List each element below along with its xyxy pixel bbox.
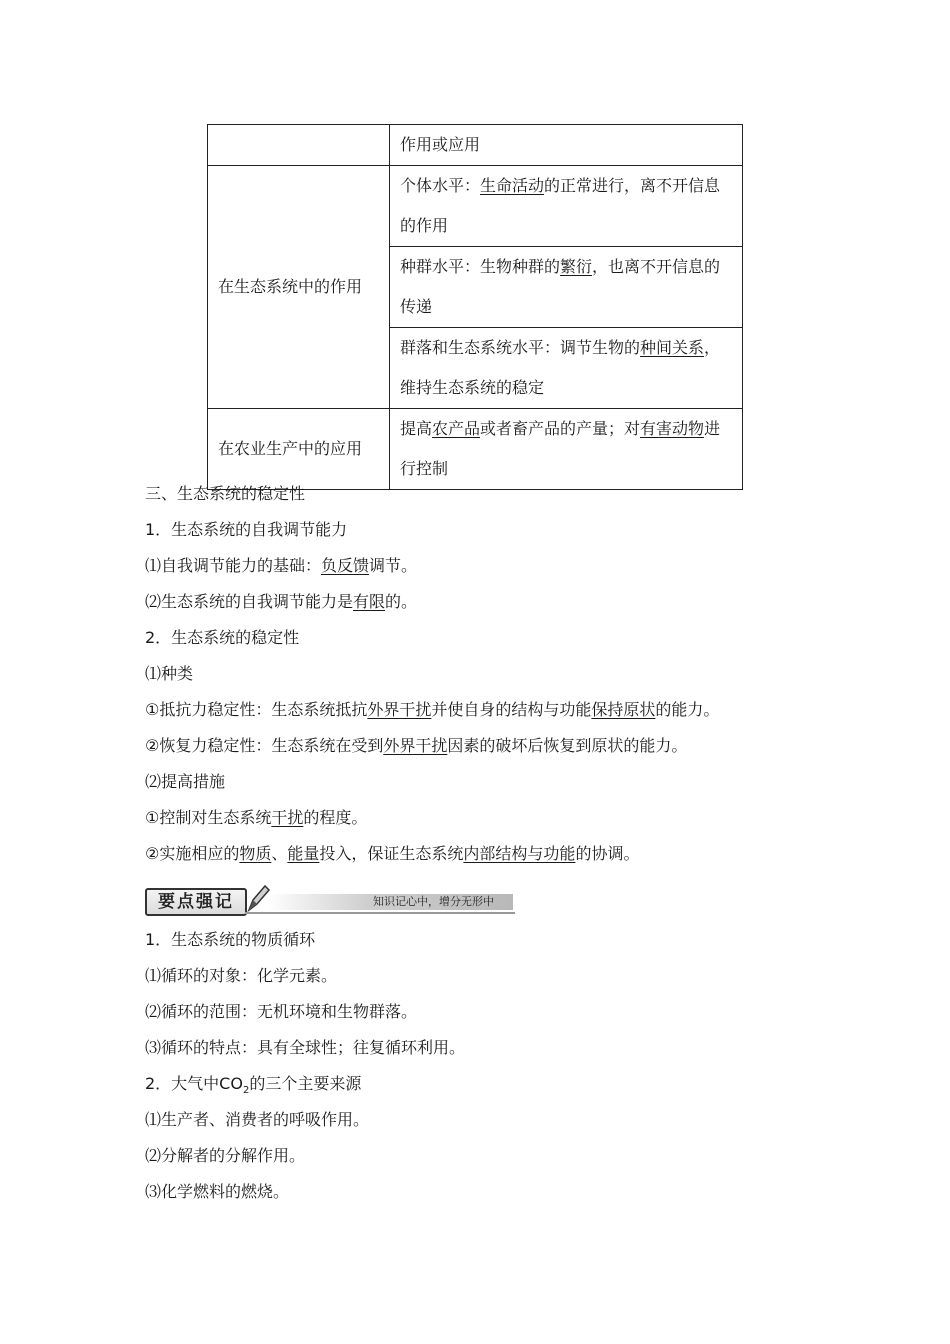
text-line: ①控制对生态系统干扰的程度。 (145, 808, 368, 827)
text-line: ②恢复力稳定性：生态系统在受到外界干扰因素的破坏后恢复到原状的能力。 (145, 736, 688, 755)
banner-slogan: 知识记心中，增分无形中 (373, 895, 494, 908)
section-title: 三、生态系统的稳定性 (145, 484, 306, 503)
text-line: ⑶化学燃料的燃烧。 (145, 1182, 290, 1201)
cell-population-level: 种群水平：生物种群的繁衍，也离不开信息的 传递 (390, 247, 743, 328)
heading-material-cycle: 1．生态系统的物质循环 (145, 930, 316, 949)
banner-tag: 要点强记 (145, 888, 247, 916)
key-points-banner (145, 884, 515, 918)
text-line: ⑵循环的范围：无机环境和生物群落。 (145, 1002, 418, 1021)
text-line: ⑴生产者、消费者的呼吸作用。 (145, 1110, 370, 1129)
table-header-right: 作用或应用 (390, 125, 743, 166)
banner-rule (245, 912, 515, 914)
text-line: ⑴自我调节能力的基础：负反馈调节。 (145, 556, 418, 575)
table-header-left (208, 125, 390, 166)
row-label-ecosystem-role: 在生态系统中的作用 (208, 166, 390, 409)
text-line: ⑴种类 (145, 664, 194, 683)
text-line: ②实施相应的物质、能量投入，保证生态系统内部结构与功能的协调。 (145, 844, 640, 863)
row-label-agriculture: 在农业生产中的应用 (208, 409, 390, 490)
heading-stability: 2．生态系统的稳定性 (145, 628, 300, 647)
text-line: ⑴循环的对象：化学元素。 (145, 966, 338, 985)
cell-community-level: 群落和生态系统水平：调节生物的种间关系， 维持生态系统的稳定 (390, 328, 743, 409)
text-line: ⑶循环的特点：具有全球性；往复循环利用。 (145, 1038, 466, 1057)
text-line: ⑵生态系统的自我调节能力是有限的。 (145, 592, 418, 611)
heading-co2-sources: 2．大气中$CO_2$的三个主要来源 (145, 1074, 362, 1097)
section-key-points (145, 922, 465, 1210)
cell-agriculture-use: 提高农产品或者畜产品的产量；对有害动物进 行控制 (390, 409, 743, 490)
heading-self-regulation: 1．生态系统的自我调节能力 (145, 520, 348, 539)
text-line: ⑵提高措施 (145, 772, 226, 791)
section-stability (145, 476, 719, 872)
info-table (207, 124, 743, 490)
cell-individual-level: 个体水平：生命活动的正常进行，离不开信息 的作用 (390, 166, 743, 247)
text-line: ⑵分解者的分解作用。 (145, 1146, 306, 1165)
text-line: ①抵抗力稳定性：生态系统抵抗外界干扰并使自身的结构与功能保持原状的能力。 (145, 700, 720, 719)
